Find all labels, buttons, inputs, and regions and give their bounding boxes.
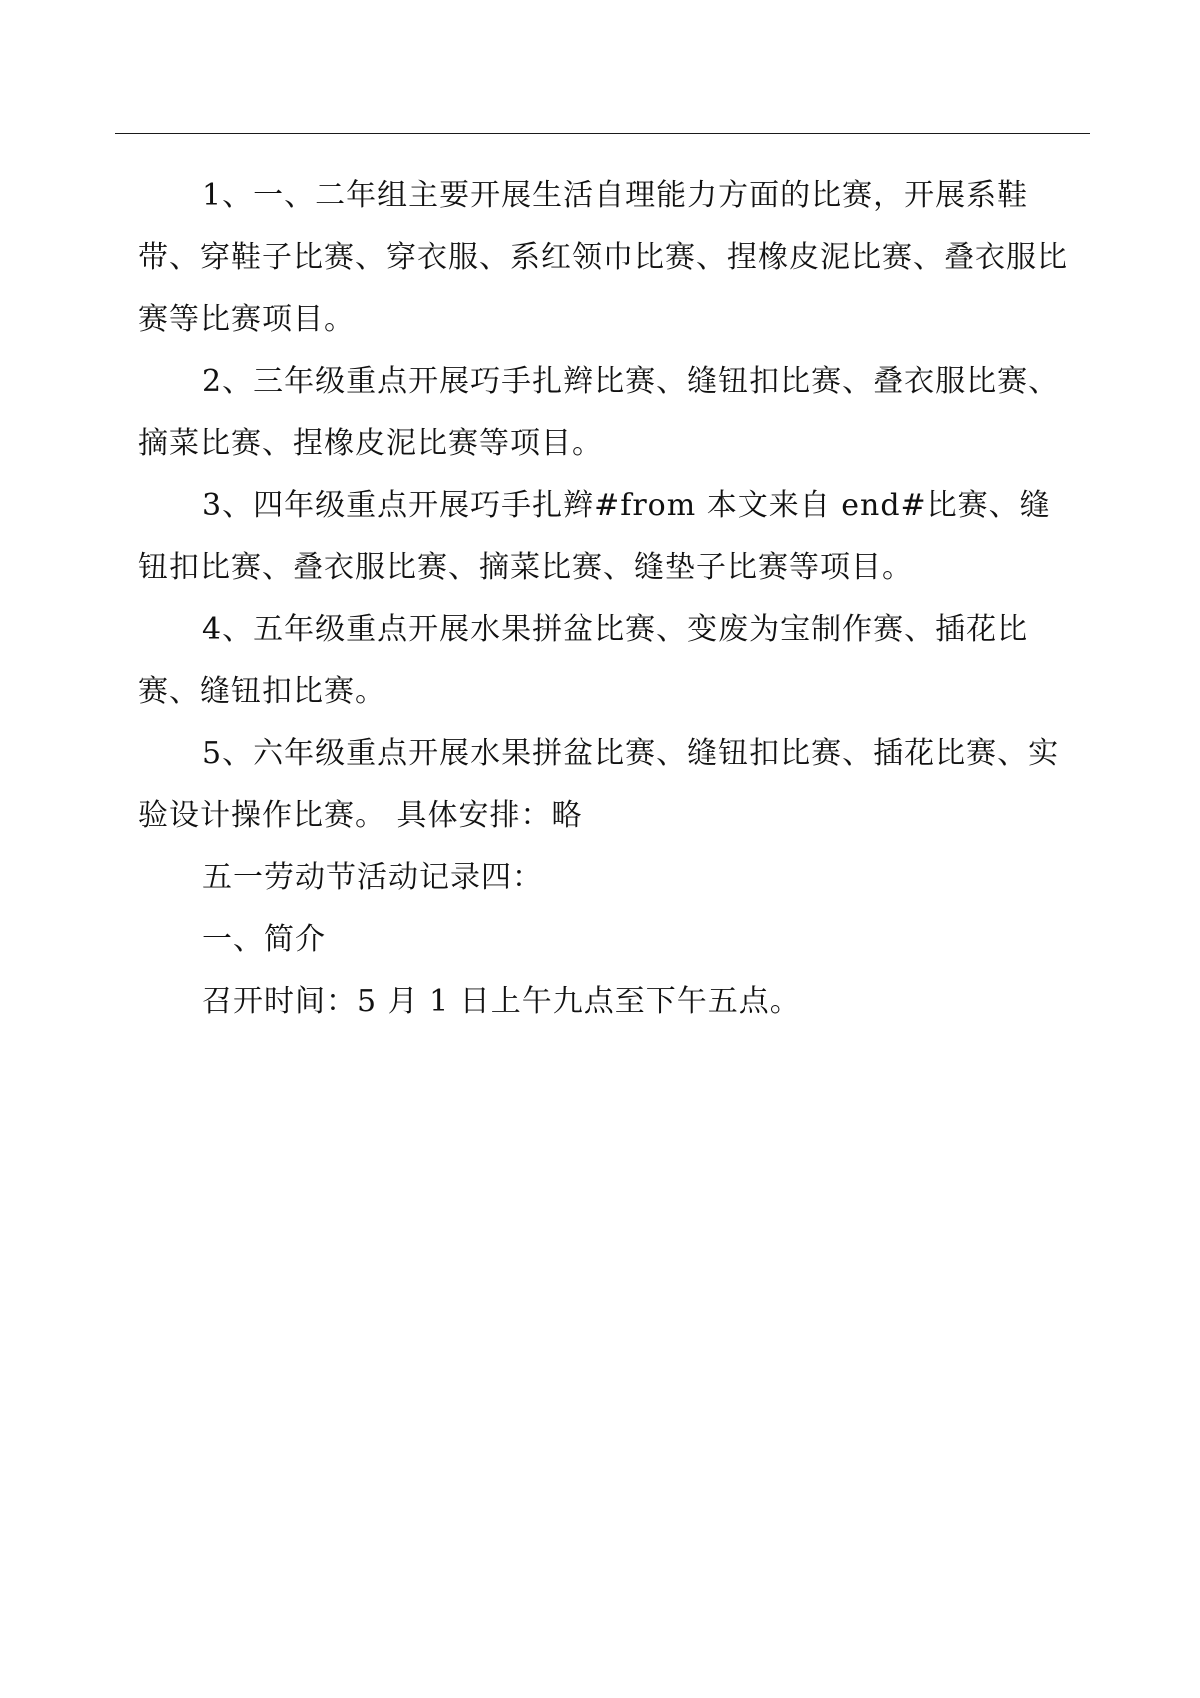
paragraph-meeting-time: 召开时间：5 月 1 日上午九点至下午五点。 (202, 984, 801, 1019)
paragraph-grade-4: 3、四年级重点开展巧手扎辫#from 本文来自 end#比赛、缝钮扣比赛、叠衣服比赛、摘菜比赛、缝垫子比赛等项目。 (138, 488, 1051, 585)
document-body (138, 165, 1078, 1033)
paragraph-grade-5: 4、五年级重点开展水果拼盆比赛、变废为宝制作赛、插花比赛、缝钮扣比赛。 (138, 612, 1029, 709)
paragraph-grade-1-2: 1、一、二年组主要开展生活自理能力方面的比赛，开展系鞋带、穿鞋子比赛、穿衣服、系红领巾比赛、捏橡皮泥比赛、叠衣服比赛等比赛项目。 (138, 178, 1068, 337)
header-divider (115, 133, 1090, 134)
paragraph-grade-6: 5、六年级重点开展水果拼盆比赛、缝钮扣比赛、插花比赛、实验设计操作比赛。 具体安排：略 (138, 736, 1060, 833)
section-heading-intro: 一、简介 (202, 922, 326, 957)
section-heading-record-4: 五一劳动节活动记录四： (202, 860, 543, 895)
paragraph-grade-3: 2、三年级重点开展巧手扎辫比赛、缝钮扣比赛、叠衣服比赛、摘菜比赛、捏橡皮泥比赛等项目。 (138, 364, 1060, 461)
